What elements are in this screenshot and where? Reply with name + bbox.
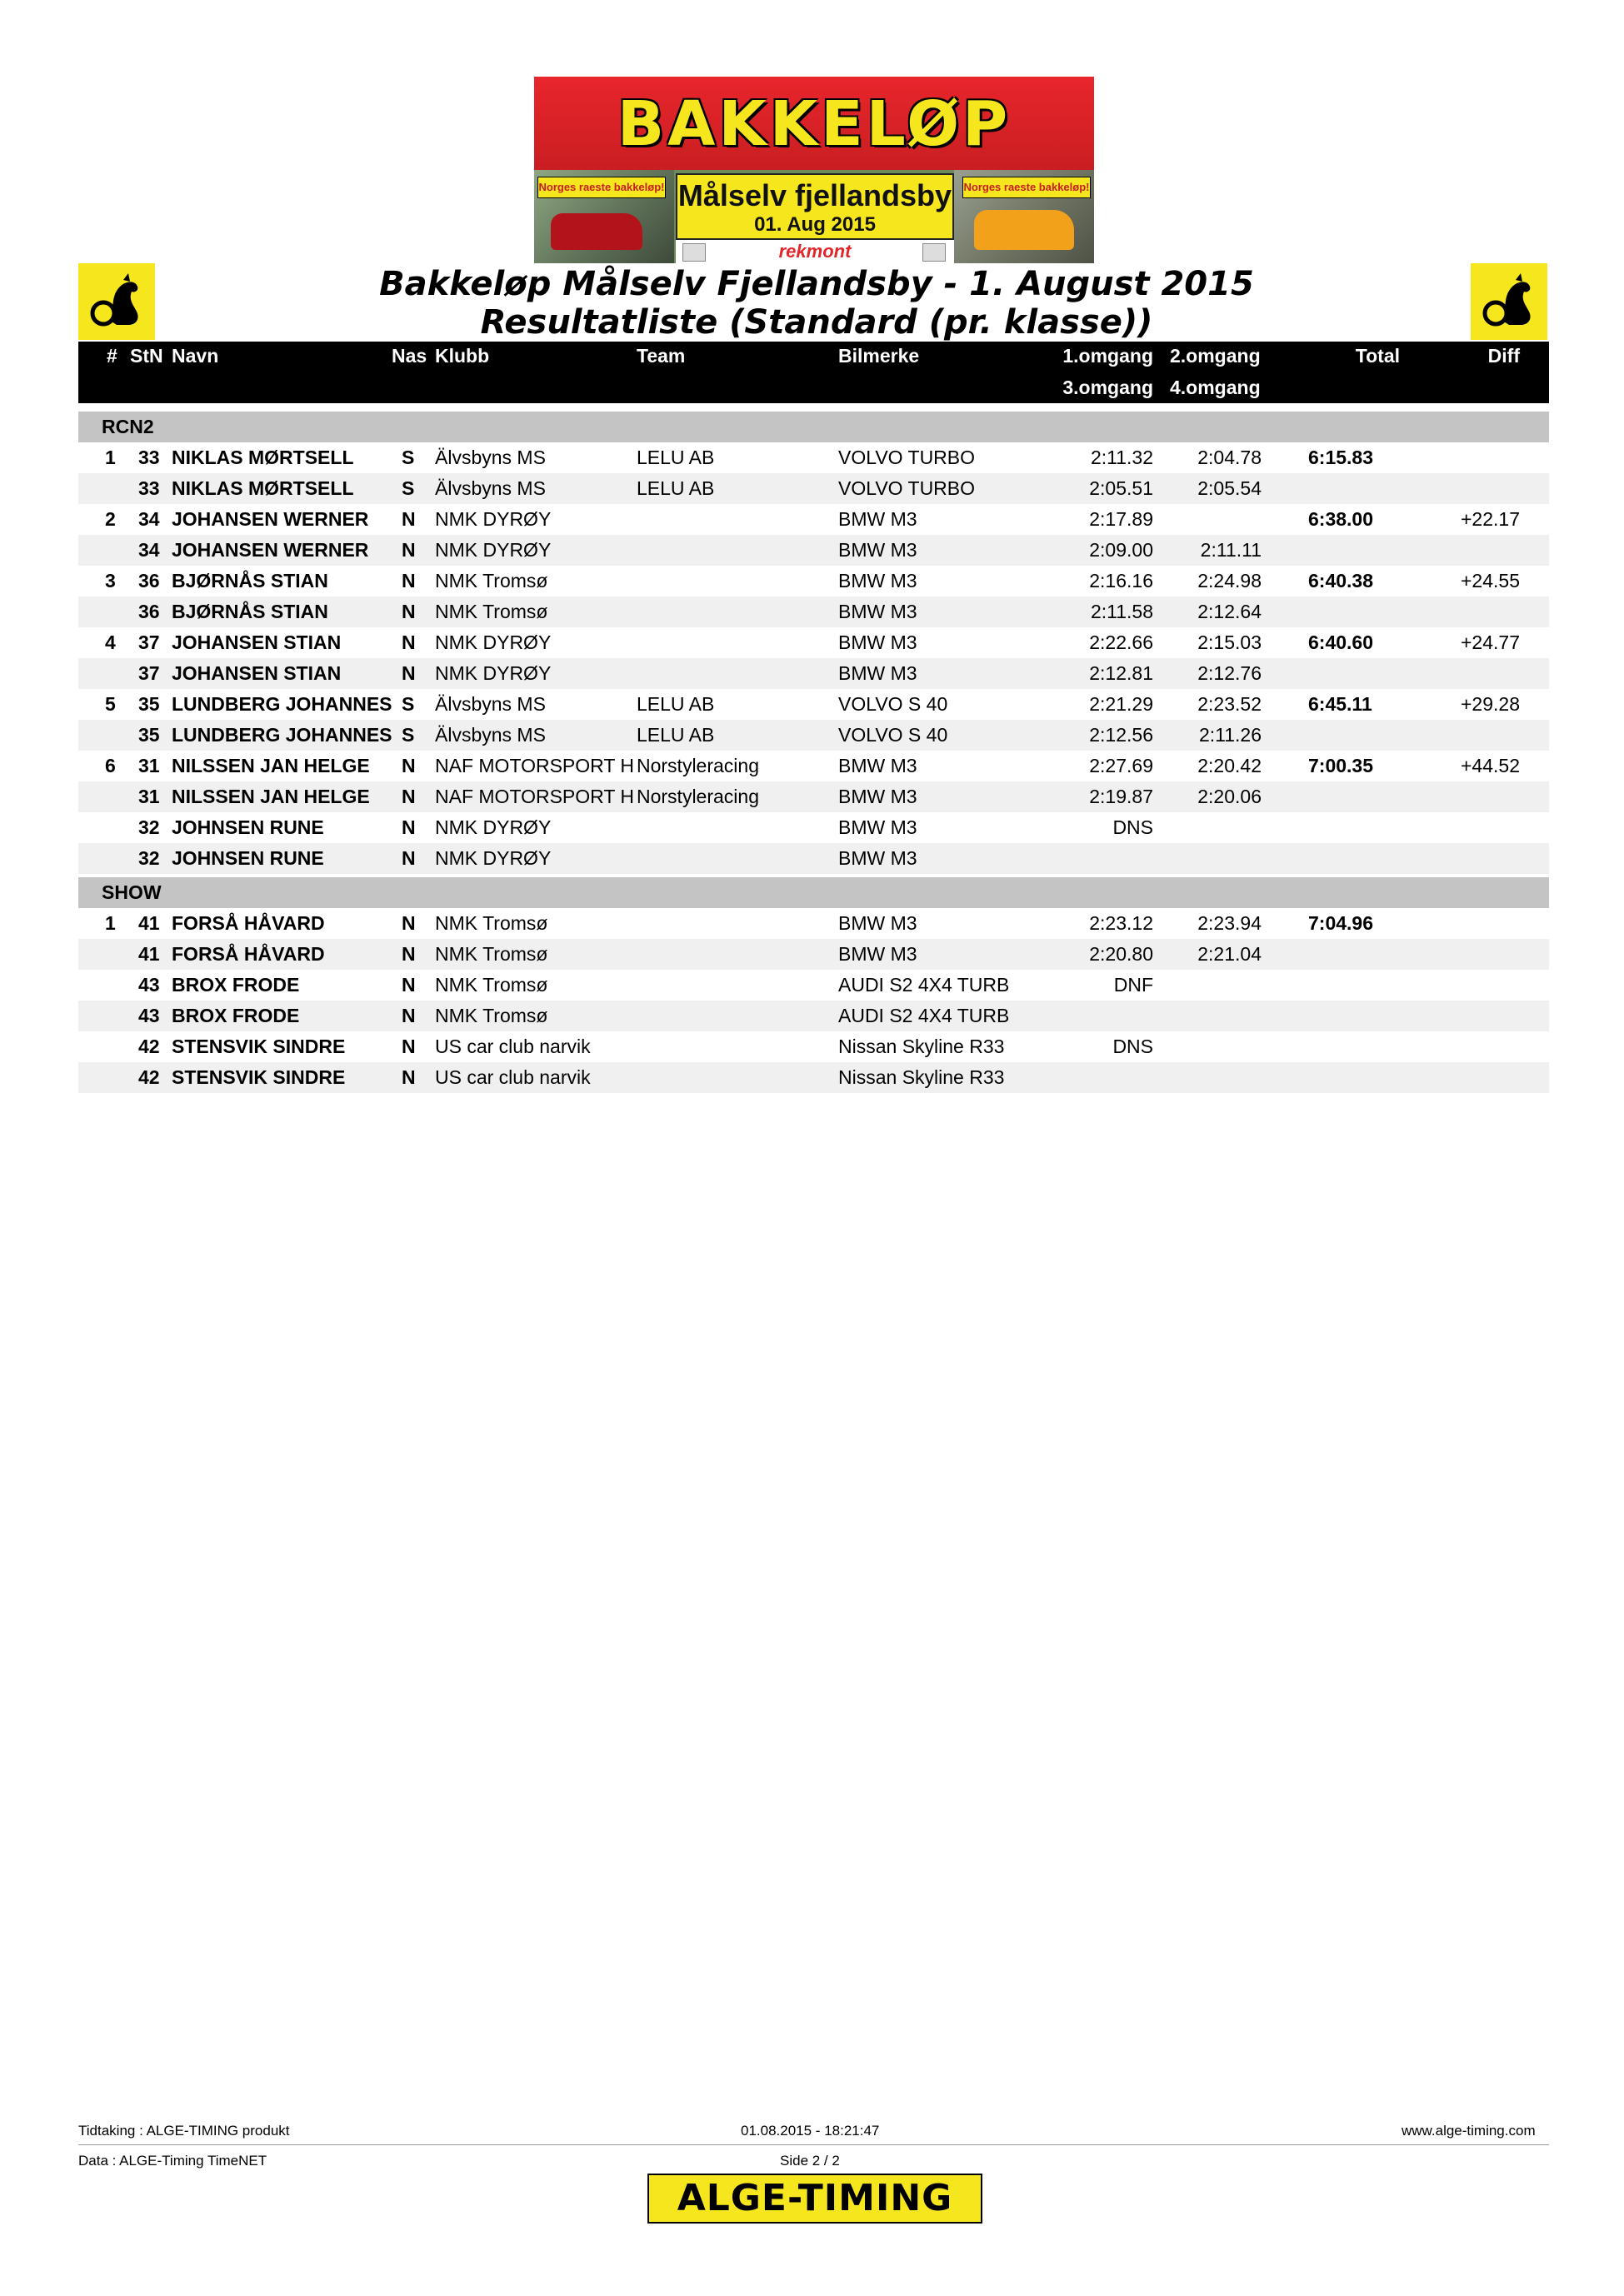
cell-t2: 2:11.26 <box>1198 724 1262 746</box>
header-club: Klubb <box>435 345 490 367</box>
footer-data-source: Data : ALGE-Timing TimeNET <box>78 2153 267 2169</box>
footer-divider <box>78 2144 1549 2145</box>
alge-timing-logo <box>647 2174 982 2224</box>
footer-page-number: Side 2 / 2 <box>780 2153 840 2169</box>
cell-team: LELU AB <box>637 447 715 468</box>
cell-t1: 2:23.12 <box>1089 912 1153 934</box>
header-diff: Diff <box>1487 345 1520 367</box>
cell-diff: +24.77 <box>1461 631 1520 653</box>
cell-nation: N <box>402 786 416 807</box>
table-row <box>78 1001 1549 1031</box>
sponsor-name: rekmont <box>778 241 852 262</box>
cell-diff: +24.55 <box>1461 570 1520 591</box>
cell-t2: 2:12.64 <box>1197 601 1262 622</box>
cell-nation: S <box>402 724 415 746</box>
cell-car: BMW M3 <box>838 631 917 653</box>
cell-club: Älvsbyns MS <box>435 447 546 468</box>
table-row <box>78 970 1549 1001</box>
cell-car: BMW M3 <box>838 786 917 807</box>
header-run2: 2.omgang <box>1170 345 1261 367</box>
cell-stn: 31 <box>138 786 160 807</box>
cell-nation: N <box>402 1005 416 1026</box>
table-row <box>78 812 1549 843</box>
cell-name: BROX FRODE <box>172 1005 300 1026</box>
cell-stn: 41 <box>138 943 160 965</box>
cell-name: JOHNSEN RUNE <box>172 816 324 838</box>
cell-car: VOLVO TURBO <box>838 447 976 468</box>
cell-t1: 2:11.32 <box>1090 447 1153 468</box>
cell-club: Älvsbyns MS <box>435 477 546 499</box>
cell-t2: 2:20.06 <box>1197 786 1262 807</box>
cell-club: Älvsbyns MS <box>435 693 546 715</box>
alge-timing-logo-text: ALGE-TIMING <box>677 2177 953 2219</box>
cell-club: US car club narvik <box>435 1036 591 1057</box>
cell-t1: 2:21.29 <box>1089 693 1153 715</box>
footer-website[interactable]: www.alge-timing.com <box>1402 2123 1536 2139</box>
table-row <box>78 843 1549 874</box>
orange-car-icon <box>974 210 1074 250</box>
cell-name: LUNDBERG JOHANNES <box>172 693 392 715</box>
cell-stn: 34 <box>138 539 160 561</box>
cell-name: FORSÅ HÅVARD <box>172 943 325 965</box>
cell-stn: 37 <box>138 631 160 653</box>
cell-t1: 2:12.56 <box>1089 724 1153 746</box>
cell-name: JOHANSEN WERNER <box>172 539 369 561</box>
cell-nation: N <box>402 847 416 869</box>
cell-club: NMK DYRØY <box>435 631 552 653</box>
table-row <box>78 781 1549 812</box>
cell-name: FORSÅ HÅVARD <box>172 912 325 934</box>
cell-car: BMW M3 <box>838 755 917 776</box>
cell-stn: 32 <box>138 816 160 838</box>
event-banner <box>534 77 1094 263</box>
sponsor-strip <box>676 240 954 263</box>
class-name: RCN2 <box>102 416 154 437</box>
cell-club: NMK Tromsø <box>435 974 548 996</box>
event-info-box <box>676 173 954 240</box>
cell-t2: 2:20.42 <box>1197 755 1262 776</box>
cell-t2: 2:05.54 <box>1197 477 1262 499</box>
cell-car: Nissan Skyline R33 <box>838 1066 1005 1088</box>
sponsor-logo-icon <box>922 243 946 262</box>
cell-nation: N <box>402 755 416 776</box>
event-date: 01. Aug 2015 <box>754 213 876 236</box>
cell-name: STENSVIK SINDRE <box>172 1036 346 1057</box>
cell-car: BMW M3 <box>838 847 917 869</box>
cell-nation: N <box>402 662 416 684</box>
cell-club: NMK DYRØY <box>435 508 552 530</box>
cell-club: NMK DYRØY <box>435 847 552 869</box>
cell-club: NAF MOTORSPORT H <box>435 755 634 776</box>
cell-club: NMK Tromsø <box>435 1005 548 1026</box>
cell-nation: N <box>402 539 416 561</box>
event-place: Målselv fjellandsby <box>677 178 952 212</box>
cell-total: 6:45.11 <box>1308 693 1372 715</box>
table-row <box>78 1031 1549 1062</box>
cell-t1: 2:20.80 <box>1089 943 1153 965</box>
cell-t1: 2:09.00 <box>1089 539 1153 561</box>
cell-stn: 36 <box>138 570 160 591</box>
cell-car: BMW M3 <box>838 570 917 591</box>
cell-stn: 36 <box>138 601 160 622</box>
cell-nation: N <box>402 601 416 622</box>
cell-t1: 2:12.81 <box>1089 662 1153 684</box>
cell-name: BJØRNÅS STIAN <box>172 601 328 622</box>
cell-nation: N <box>402 1066 416 1088</box>
table-row <box>78 473 1549 504</box>
footer-datetime: 01.08.2015 - 18:21:47 <box>741 2123 880 2139</box>
cell-t2: 2:04.78 <box>1197 447 1262 468</box>
cell-t2: 2:21.04 <box>1197 943 1262 965</box>
cell-stn: 33 <box>138 447 160 468</box>
cell-stn: 42 <box>138 1066 160 1088</box>
cell-t1: 2:19.87 <box>1089 786 1153 807</box>
cell-car: VOLVO TURBO <box>838 477 976 499</box>
cell-name: NILSSEN JAN HELGE <box>172 755 370 776</box>
header-rank: # <box>107 345 117 367</box>
cell-stn: 31 <box>138 755 160 776</box>
cell-t2: 2:15.03 <box>1197 631 1262 653</box>
cell-total: 6:40.38 <box>1308 570 1374 591</box>
cell-total: 6:38.00 <box>1308 508 1374 530</box>
cell-nation: N <box>402 943 416 965</box>
cell-t1: 2:22.66 <box>1089 631 1153 653</box>
header-run4: 4.omgang <box>1170 377 1261 398</box>
results-table-header <box>78 342 1549 403</box>
cell-name: NIKLAS MØRTSELL <box>172 477 354 499</box>
cell-club: Älvsbyns MS <box>435 724 546 746</box>
cell-nation: N <box>402 508 416 530</box>
cell-club: NMK Tromsø <box>435 570 548 591</box>
table-row <box>78 751 1549 781</box>
class-section-header <box>78 877 1549 908</box>
header-total: Total <box>1355 345 1400 367</box>
cell-team: Norstyleracing <box>637 755 759 776</box>
table-row <box>78 442 1549 473</box>
cell-nation: N <box>402 631 416 653</box>
cell-nation: S <box>402 447 415 468</box>
cell-car: Nissan Skyline R33 <box>838 1036 1005 1057</box>
cell-nation: N <box>402 974 416 996</box>
cell-t2: 2:12.76 <box>1197 662 1262 684</box>
class-name: SHOW <box>102 881 162 903</box>
norway-lion-logo-icon <box>1471 263 1547 340</box>
cell-t1: DNS <box>1112 1036 1153 1057</box>
header-nation: Nas <box>392 345 427 367</box>
table-row <box>78 689 1549 720</box>
table-row <box>78 908 1549 939</box>
cell-rank: 5 <box>105 693 116 715</box>
cell-t1: 2:27.69 <box>1089 755 1153 776</box>
cell-club: NMK DYRØY <box>435 662 552 684</box>
cell-diff: +44.52 <box>1461 755 1520 776</box>
table-row <box>78 535 1549 566</box>
cell-car: BMW M3 <box>838 662 917 684</box>
cell-club: NMK Tromsø <box>435 943 548 965</box>
cell-nation: N <box>402 570 416 591</box>
cell-t1: 2:17.89 <box>1089 508 1153 530</box>
cell-t1: 2:16.16 <box>1089 570 1153 591</box>
cell-car: BMW M3 <box>838 943 917 965</box>
cell-name: JOHANSEN WERNER <box>172 508 369 530</box>
cell-car: AUDI S2 4X4 TURB <box>838 1005 1010 1026</box>
cell-stn: 35 <box>138 693 160 715</box>
cell-car: BMW M3 <box>838 816 917 838</box>
table-row <box>78 504 1549 535</box>
cell-rank: 6 <box>105 755 116 776</box>
cell-name: BJØRNÅS STIAN <box>172 570 328 591</box>
footer-timing: Tidtaking : ALGE-TIMING produkt <box>78 2123 290 2139</box>
cell-car: VOLVO S 40 <box>838 693 948 715</box>
cell-car: BMW M3 <box>838 912 917 934</box>
cell-club: NMK DYRØY <box>435 816 552 838</box>
cell-team: Norstyleracing <box>637 786 759 807</box>
cell-t1: DNF <box>1113 974 1153 996</box>
cell-club: NMK DYRØY <box>435 539 552 561</box>
header-team: Team <box>637 345 686 367</box>
table-row <box>78 1062 1549 1093</box>
cell-car: VOLVO S 40 <box>838 724 948 746</box>
cell-total: 6:40.60 <box>1308 631 1374 653</box>
cell-club: NMK Tromsø <box>435 601 548 622</box>
cell-stn: 41 <box>138 912 160 934</box>
cell-stn: 43 <box>138 1005 160 1026</box>
cell-t2: 2:11.11 <box>1200 539 1262 561</box>
header-stn: StN <box>130 345 163 367</box>
cell-name: JOHANSEN STIAN <box>172 662 342 684</box>
header-name: Navn <box>172 345 219 367</box>
cell-total: 7:00.35 <box>1308 755 1374 776</box>
table-row <box>78 658 1549 689</box>
cell-stn: 32 <box>138 847 160 869</box>
cell-name: LUNDBERG JOHANNES <box>172 724 392 746</box>
cell-stn: 42 <box>138 1036 160 1057</box>
header-run3: 3.omgang <box>1062 377 1153 398</box>
cell-rank: 1 <box>105 447 116 468</box>
cell-rank: 1 <box>105 912 116 934</box>
cell-team: LELU AB <box>637 693 715 715</box>
cell-t2: 2:24.98 <box>1197 570 1262 591</box>
cell-name: BROX FRODE <box>172 974 300 996</box>
cell-total: 7:04.96 <box>1308 912 1374 934</box>
cell-name: JOHANSEN STIAN <box>172 631 342 653</box>
class-section-header <box>78 412 1549 442</box>
cell-name: NILSSEN JAN HELGE <box>172 786 370 807</box>
cell-team: LELU AB <box>637 477 715 499</box>
cell-total: 6:15.83 <box>1308 447 1374 468</box>
cell-car: BMW M3 <box>838 601 917 622</box>
cell-stn: 33 <box>138 477 160 499</box>
cell-car: AUDI S2 4X4 TURB <box>838 974 1010 996</box>
banner-title: BAKKELØP <box>617 88 1012 160</box>
cell-nation: S <box>402 693 415 715</box>
cell-stn: 37 <box>138 662 160 684</box>
cell-diff: +22.17 <box>1461 508 1520 530</box>
cell-nation: S <box>402 477 415 499</box>
slogan-left: Norges raeste bakkeløp! <box>537 177 666 198</box>
cell-diff: +29.28 <box>1461 693 1520 715</box>
document-title: Bakkeløp Målselv Fjellandsby - 1. August 2015 <box>379 265 1254 303</box>
table-row <box>78 939 1549 970</box>
slogan-right: Norges raeste bakkeløp! <box>962 177 1091 198</box>
table-row <box>78 720 1549 751</box>
cell-t1: 2:11.58 <box>1090 601 1153 622</box>
cell-club: NAF MOTORSPORT H <box>435 786 634 807</box>
cell-rank: 2 <box>105 508 116 530</box>
header-run1: 1.omgang <box>1062 345 1153 367</box>
cell-stn: 35 <box>138 724 160 746</box>
cell-nation: N <box>402 1036 416 1057</box>
table-row <box>78 627 1549 658</box>
cell-car: BMW M3 <box>838 508 917 530</box>
cell-stn: 43 <box>138 974 160 996</box>
cell-t2: 2:23.52 <box>1197 693 1262 715</box>
norway-lion-logo-icon <box>78 263 155 340</box>
document-subtitle: Resultatliste (Standard (pr. klasse)) <box>480 303 1153 342</box>
cell-nation: N <box>402 816 416 838</box>
red-car-icon <box>551 213 642 250</box>
cell-stn: 34 <box>138 508 160 530</box>
cell-nation: N <box>402 912 416 934</box>
table-row <box>78 566 1549 596</box>
table-row <box>78 596 1549 627</box>
cell-team: LELU AB <box>637 724 715 746</box>
cell-t1: 2:05.51 <box>1089 477 1153 499</box>
cell-name: STENSVIK SINDRE <box>172 1066 346 1088</box>
header-car: Bilmerke <box>838 345 920 367</box>
cell-car: BMW M3 <box>838 539 917 561</box>
cell-t2: 2:23.94 <box>1197 912 1262 934</box>
cell-name: JOHNSEN RUNE <box>172 847 324 869</box>
cell-club: NMK Tromsø <box>435 912 548 934</box>
cell-rank: 3 <box>105 570 116 591</box>
cell-rank: 4 <box>105 631 116 653</box>
cell-name: NIKLAS MØRTSELL <box>172 447 354 468</box>
cell-club: US car club narvik <box>435 1066 591 1088</box>
cell-t1: DNS <box>1112 816 1153 838</box>
